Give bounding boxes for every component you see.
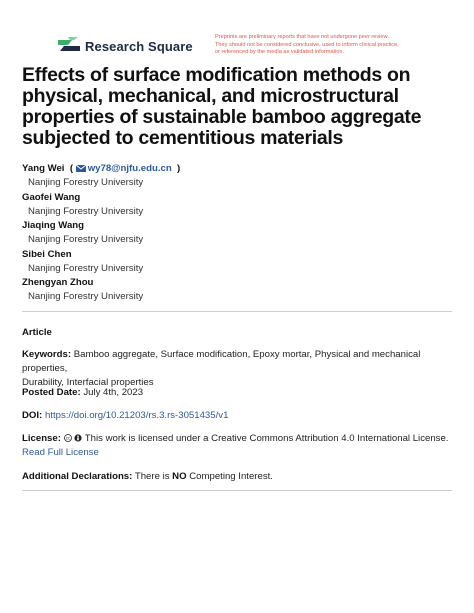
- keywords-text-continued: Durability, Interfacial properties: [22, 377, 154, 388]
- posted-date-label: Posted Date:: [22, 387, 81, 398]
- declarations-text-end: Competing Interest.: [186, 471, 273, 482]
- author-affiliation: Nanjing Forestry University: [28, 205, 144, 217]
- declarations-emphasis: NO: [172, 471, 187, 482]
- author-affiliation: Nanjing Forestry University: [28, 234, 144, 245]
- author-list: [22, 162, 462, 305]
- preprint-notice: [215, 34, 460, 57]
- research-square-logo-icon: [58, 37, 80, 55]
- author-affiliation: Nanjing Forestry University: [28, 291, 144, 302]
- keywords-text: Bamboo aggregate, Surface modification, Epoxy mortar, Physical and mechanical properties,: [22, 349, 421, 374]
- creative-commons-icon: [64, 434, 72, 442]
- attribution-icon: [74, 434, 82, 442]
- article-type-label: Article: [22, 327, 52, 338]
- author-name: Sibei Chen: [22, 248, 72, 260]
- author-email-link[interactable]: [76, 163, 175, 174]
- author-affiliation: Nanjing Forestry University: [28, 262, 144, 274]
- license-section: [22, 432, 454, 460]
- author-name-text: Yang Wei: [22, 163, 65, 174]
- keywords-section: [22, 348, 454, 390]
- license-text: This work is licensed under a Creative Commons Attribution 4.0 International License.: [84, 433, 449, 444]
- svg-text:cc: cc: [65, 435, 70, 441]
- title-line: Effects of surface modification methods on: [22, 64, 411, 86]
- author-name: Zhengyan Zhou: [22, 277, 94, 288]
- article-type: [22, 326, 454, 340]
- notice-line: or referenced by the media as validated information.: [215, 49, 345, 56]
- envelope-icon: [76, 165, 86, 172]
- email-paren-close: ): [174, 163, 181, 174]
- notice-line: Preprints are preliminary reports that have not undergone peer review.: [215, 34, 389, 40]
- email-paren-open: (: [67, 163, 74, 174]
- notice-line: They should not be considered conclusive, used to inform clinical practice,: [215, 41, 399, 48]
- additional-declarations: [22, 470, 454, 484]
- page-header: [0, 0, 474, 70]
- brand-name: Research Square: [85, 38, 193, 54]
- read-full-license-link[interactable]: Read Full License: [22, 447, 99, 458]
- title-line: physical, mechanical, and microstructural: [22, 85, 399, 107]
- author-email: wy78@njfu.edu.cn: [87, 163, 172, 174]
- title-line: subjected to cementitious materials: [22, 127, 344, 149]
- paper-title: [22, 65, 462, 149]
- divider: [22, 490, 452, 491]
- divider: [22, 311, 452, 312]
- doi-section: [22, 409, 454, 423]
- author-name: Gaofei Wang: [22, 191, 81, 203]
- posted-date-value: July 4th, 2023: [83, 387, 144, 398]
- license-label: License:: [22, 433, 61, 444]
- declarations-text: There is: [134, 471, 173, 482]
- keywords-label: Keywords:: [22, 349, 72, 360]
- research-square-logo[interactable]: [58, 37, 193, 55]
- doi-label: DOI:: [22, 410, 43, 421]
- title-line: properties of sustainable bamboo aggregate: [22, 106, 422, 128]
- posted-date: [22, 386, 454, 400]
- declarations-label: Additional Declarations:: [22, 471, 133, 482]
- author-name: Jiaqing Wang: [22, 220, 85, 231]
- author-affiliation: Nanjing Forestry University: [28, 177, 144, 188]
- doi-link[interactable]: https://doi.org/10.21203/rs.3.rs-3051435/v1: [44, 410, 229, 421]
- author-name: [22, 162, 462, 176]
